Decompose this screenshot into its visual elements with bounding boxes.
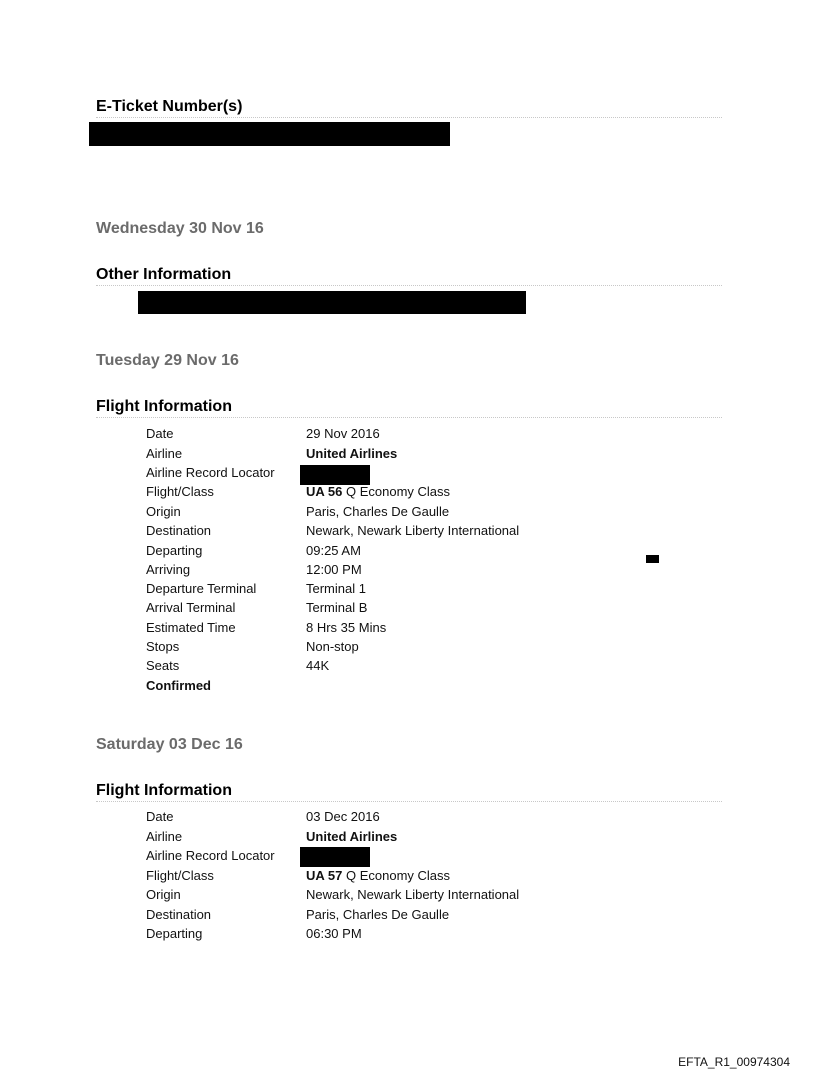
row-label: Departing — [146, 543, 203, 558]
record-locator-redaction — [300, 465, 370, 485]
day2-date-heading: Tuesday 29 Nov 16 — [96, 352, 239, 369]
eticket-redaction — [89, 122, 450, 146]
day1-date-heading: Wednesday 30 Nov 16 — [96, 220, 264, 237]
row-value: Non-stop — [306, 639, 359, 654]
row-label: Arriving — [146, 562, 191, 577]
row-value: Newark, Newark Liberty International — [306, 887, 520, 902]
row-label: Origin — [146, 504, 181, 519]
flight-class: Q Economy Class — [346, 868, 451, 883]
flight-number: UA 57 — [306, 868, 343, 883]
row-value: Terminal 1 — [306, 581, 366, 596]
row-value — [306, 484, 450, 500]
row-label: Date — [146, 809, 174, 824]
row-value: Paris, Charles De Gaulle — [306, 504, 450, 519]
row-value: 03 Dec 2016 — [306, 809, 380, 824]
row-label: Stops — [146, 639, 180, 654]
row-value: Paris, Charles De Gaulle — [306, 907, 450, 922]
row-value: United Airlines — [306, 829, 398, 844]
row-value: Terminal B — [306, 600, 368, 615]
row-value: 09:25 AM — [306, 543, 361, 558]
row-value: 06:30 PM — [306, 926, 362, 941]
row-value — [306, 868, 450, 884]
other-info-heading: Other Information — [96, 266, 722, 286]
row-label: Destination — [146, 523, 212, 538]
row-label: Seats — [146, 658, 180, 673]
document-id: EFTA_R1_00974304 — [678, 1055, 790, 1069]
row-label: Date — [146, 426, 174, 441]
record-locator-redaction — [300, 847, 370, 867]
row-value: 44K — [306, 658, 330, 673]
row-label: Origin — [146, 887, 181, 902]
eticket-heading: E-Ticket Number(s) — [96, 98, 722, 118]
row-value: Newark, Newark Liberty International — [306, 523, 520, 538]
row-label: Estimated Time — [146, 620, 236, 635]
row-label: Arrival Terminal — [146, 600, 236, 615]
status-label: Confirmed — [146, 678, 211, 693]
row-label: Destination — [146, 907, 212, 922]
row-label: Airline Record Locator — [146, 465, 275, 480]
row-label: Departing — [146, 926, 203, 941]
flight-class: Q Economy Class — [346, 484, 451, 499]
row-value: 29 Nov 2016 — [306, 426, 380, 441]
row-label: Flight/Class — [146, 868, 214, 883]
other-info-redaction — [138, 291, 526, 314]
row-value: 12:00 PM — [306, 562, 362, 577]
row-label: Airline — [146, 829, 183, 844]
row-value: 8 Hrs 35 Mins — [306, 620, 387, 635]
flight-number: UA 56 — [306, 484, 343, 499]
day3-date-heading: Saturday 03 Dec 16 — [96, 736, 243, 753]
small-redaction — [646, 555, 659, 563]
row-value: United Airlines — [306, 446, 398, 461]
row-label: Airline — [146, 446, 183, 461]
row-label: Airline Record Locator — [146, 848, 275, 863]
flight-info-heading-1: Flight Information — [96, 398, 722, 418]
flight-info-heading-2: Flight Information — [96, 782, 722, 802]
row-label: Departure Terminal — [146, 581, 257, 596]
row-label: Flight/Class — [146, 484, 214, 499]
